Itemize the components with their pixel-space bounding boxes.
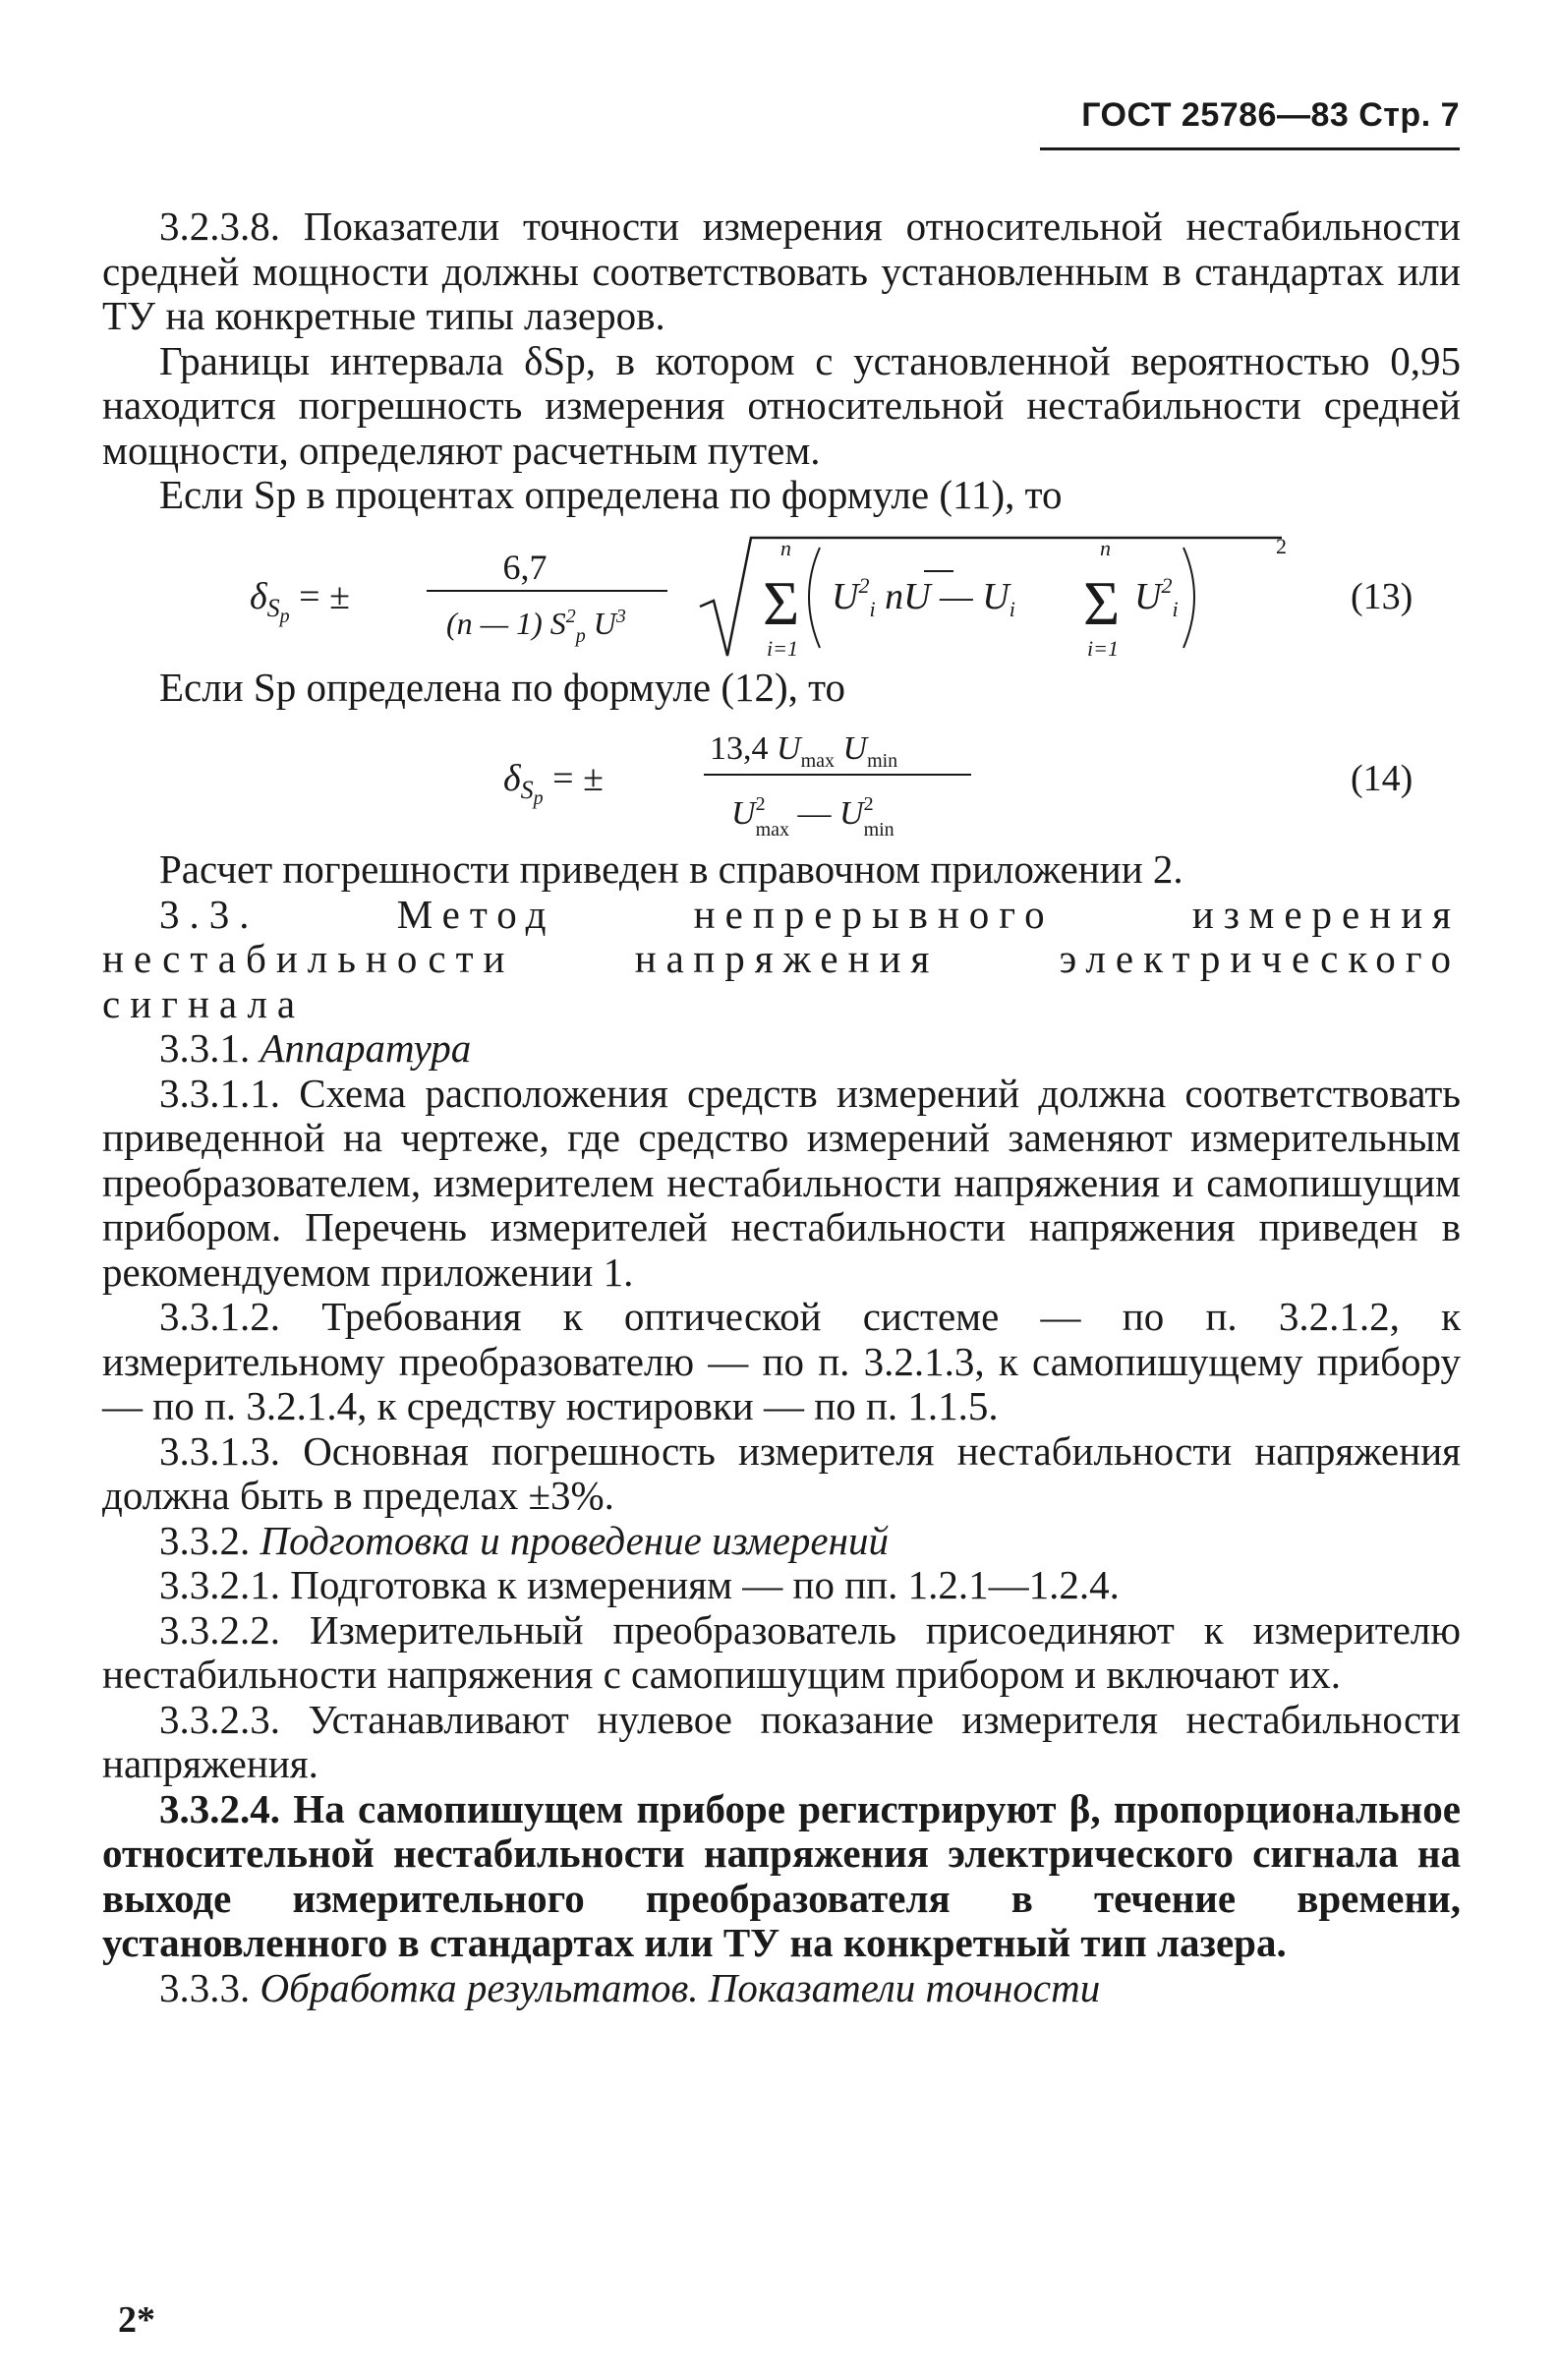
svg-text:U2i: $U^2_i$ [1134,572,1179,621]
formula-13-denominator: (n — 1) $S^2_p$ $U^3$ [446,605,626,647]
formula-14-numerator: 13,4 $U_{max}$ $U_{min}$ [710,730,898,772]
page-header: ГОСТ 25786—83 Стр. 7 [1081,96,1460,134]
paragraph-3-3-2-3: 3.3.2.3. Устанавливают нулевое показание измерителя нестабильности напряжения. [102,1696,1461,1786]
section-3-3-title: 3.3. Метод непрерывного измерения нестабильности напряжения электрического сигнала [102,891,1461,1026]
svg-text:n: n [1100,535,1111,560]
paragraph-3-3-1-2: 3.3.1.2. Требования к оптической системе — по п. 3.2.1.2, к измерительному преобразователю — по п. 3.2.1.3, к самопишущему прибору — по п. 3.2.1.4, к средству юстировки — по п. 1.1.5. [102,1294,1461,1428]
formula-14 [102,710,1461,847]
formula-14-number: (14) [1351,758,1414,799]
signature-mark: 2* [118,2299,155,2341]
formula-13 [102,518,1461,666]
paragraph-appendix-2: Расчет погрешности приведен в справочном приложении 2. [159,846,1183,892]
formula-13-sum-top: n [780,535,791,560]
paragraph-3-3-1-3: 3.3.1.3. Основная погрешность измерителя нестабильности напряжения должна быть в пределах ±3%. [102,1427,1461,1518]
formula-13-sum-bottom: i=1 [767,635,798,661]
formula-13-number: (13) [1351,575,1414,617]
svg-text:2: 2 [1276,533,1287,558]
formula-13-term: $U^2_i$ nU — $U_i$ [832,572,1015,621]
formula-13-sigma: Σ [763,567,800,638]
paragraph-formula-11-ref: Если Sp в процентах определена по формуле (11), то [159,472,1063,517]
paragraph-formula-12-ref: Если Sp определена по формуле (12), то [159,664,846,710]
formula-14-svg [102,710,1461,847]
formula-13-svg [102,518,1461,666]
page-body [102,204,1461,2010]
section-3-3-2-heading: 3.3.2. Подготовка и проведение измерений [159,1517,889,1563]
section-3-3-1-heading: 3.3.1. Аппаратура [159,1025,472,1071]
paragraph-3-3-2-2: 3.3.2.2. Измерительный преобразователь присоединяют к измерителю нестабильности напряжения с самопишущим прибором и включают их. [102,1606,1461,1697]
formula-14-lhs: $\delta_Sp$ = ± [503,758,604,809]
paragraph-3-3-2-1: 3.3.2.1. Подготовка к измерениям — по пп. 1.2.1—1.2.4. [159,1562,1120,1607]
formula-13-numerator: 6,7 [502,547,548,587]
paragraph-3-3-2-4: 3.3.2.4. На самопишущем приборе регистрируют β, пропорциональное относительной нестабильности напряжения электрического сигнала на выходе измерительного преобразователя в течение времени, установленного в стандартах или ТУ на конкретный тип лазера. [102,1785,1461,1965]
formula-13-lhs: $\delta_Sp$ = ± [250,575,350,627]
paragraph-3-2-3-8: 3.2.3.8. Показатели точности измерения относительной нестабильности средней мощности должны соответствовать установленным в стандартах или ТУ на конкретные типы лазеров. [102,203,1461,338]
svg-text:i=1: i=1 [1087,635,1119,661]
paragraph-interval: Границы интервала δSp, в котором с установленной вероятностью 0,95 находится погрешность измерения относительной нестабильности средней мощности, определяют расчетным путем. [102,337,1461,473]
formula-14-denominator: $U^2$ max — $U^2$ min [731,793,894,841]
svg-text:Σ: Σ [1083,567,1121,638]
section-3-3-3-heading: 3.3.3. Обработка результатов. Показатели точности [159,1964,1101,2010]
paragraph-3-3-1-1: 3.3.1.1. Схема расположения средств измерений должна соответствовать приведенной на чертеже, где средство измерений заменяют измерительным преобразователем, измерителем нестабильности напряжения и самопишущим прибором. Перечень измерителей нестабильности напряжения приведен в рекомендуемом приложении 1. [102,1070,1461,1295]
header-rule [1040,147,1460,150]
